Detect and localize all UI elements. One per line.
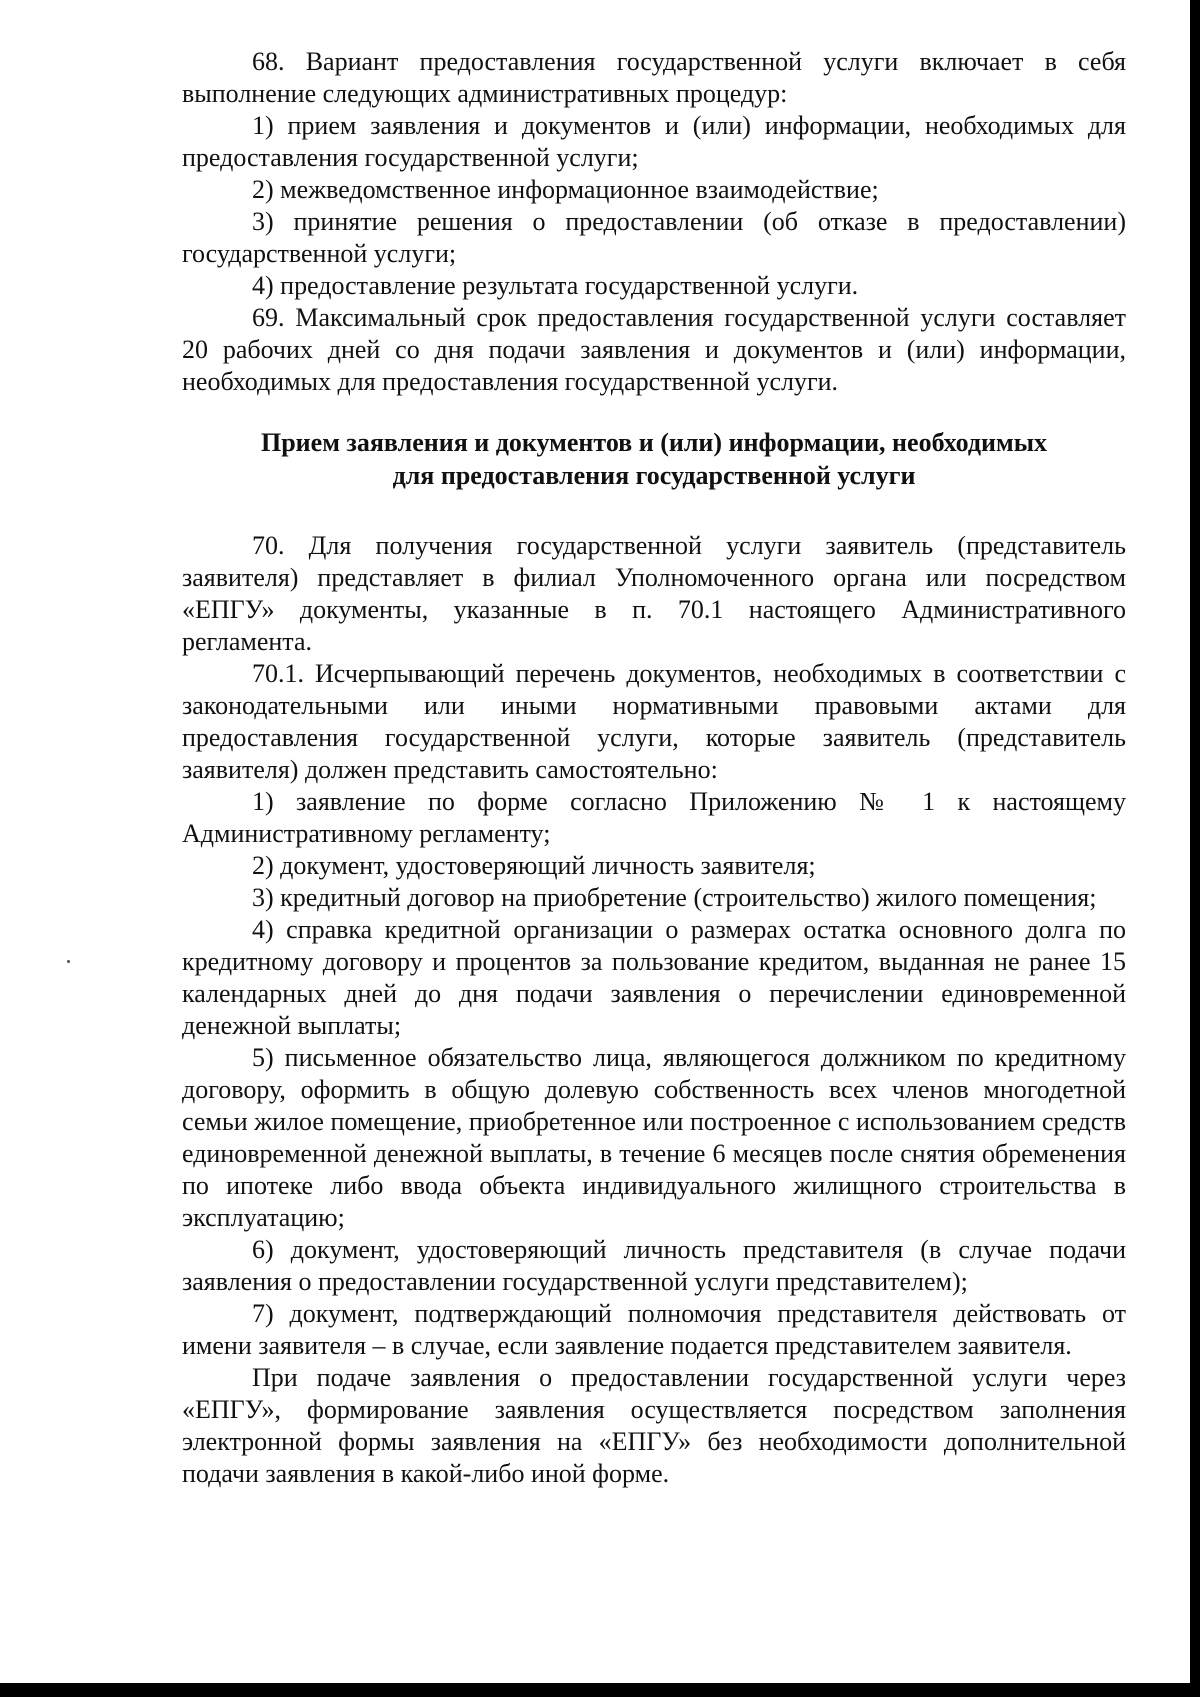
paragraph-69: 69. Максимальный срок предоставления государственной услуги составляет 20 рабочих дней со дня подачи заявления и документов и (или) информации, необходимых для предоставления государственной услуги. (182, 303, 1126, 396)
section-heading-line2: для предоставления государственной услуги (392, 461, 916, 490)
section-heading (182, 426, 1126, 492)
list-item: 3) принятие решения о предоставлении (об отказе в предоставлении) государственной услуги; (182, 207, 1126, 268)
list-item: 7) документ, подтверждающий полномочия представителя действовать от имени заявителя – в случае, если заявление подается представителем заявителя. (182, 1299, 1126, 1360)
list-item: 2) межведомственное информационное взаимодействие; (252, 175, 879, 204)
list-item: 4) справка кредитной организации о размерах остатка основного долга по кредитному договору и процентов за пользование кредитом, выданная не ранее 15 календарных дней до дня подачи заявления о перечислении единовременной денежной выплаты; (182, 915, 1126, 1040)
list-item: 4) предоставление результата государственной услуги. (252, 271, 859, 300)
paragraph-70: 70. Для получения государственной услуги заявитель (представитель заявителя) представляет в филиал Уполномоченного органа или посредством «ЕПГУ» документы, указанные в п. 70.1 настоящего Административного регламента. (182, 531, 1126, 656)
paragraph-68: 68. Вариант предоставления государственной услуги включает в себя выполнение следующих административных процедур: (182, 47, 1126, 108)
scan-border-bottom (0, 1683, 1200, 1697)
document-page (182, 46, 1126, 1490)
paragraph-70-1: 70.1. Исчерпывающий перечень документов, необходимых в соответствии с законодательными или иными нормативными правовыми актами для предоставления государственной услуги, которые заявитель (представитель заявителя) должен представить самостоятельно: (182, 659, 1126, 784)
list-item: 1) заявление по форме согласно Приложению № 1 к настоящему Административному регламенту; (182, 787, 1126, 848)
list-item: 5) письменное обязательство лица, являющегося должником по кредитному договору, оформить в общую долевую собственность всех членов многодетной семьи жилое помещение, приобретенное или построенное с использованием средств единовременной денежной выплаты, в течение 6 месяцев после снятия обременения по ипотеке либо ввода объекта индивидуального жилищного строительства в эксплуатацию; (182, 1043, 1126, 1232)
list-item: 3) кредитный договор на приобретение (строительство) жилого помещения; (252, 883, 1097, 912)
closing-paragraph: При подаче заявления о предоставлении государственной услуги через «ЕПГУ», формирование заявления осуществляется посредством заполнения электронной формы заявления на «ЕПГУ» без необходимости дополнительной подачи заявления в какой-либо иной форме. (182, 1363, 1126, 1488)
section-heading-line1: Прием заявления и документов и (или) информации, необходимых (260, 428, 1047, 457)
list-item: 6) документ, удостоверяющий личность представителя (в случае подачи заявления о предоставлении государственной услуги представителем); (182, 1235, 1126, 1296)
scan-speck (67, 960, 70, 963)
list-item: 1) прием заявления и документов и (или) информации, необходимых для предоставления государственной услуги; (182, 111, 1126, 172)
scan-border-right (1190, 0, 1200, 1697)
list-item: 2) документ, удостоверяющий личность заявителя; (252, 851, 816, 880)
